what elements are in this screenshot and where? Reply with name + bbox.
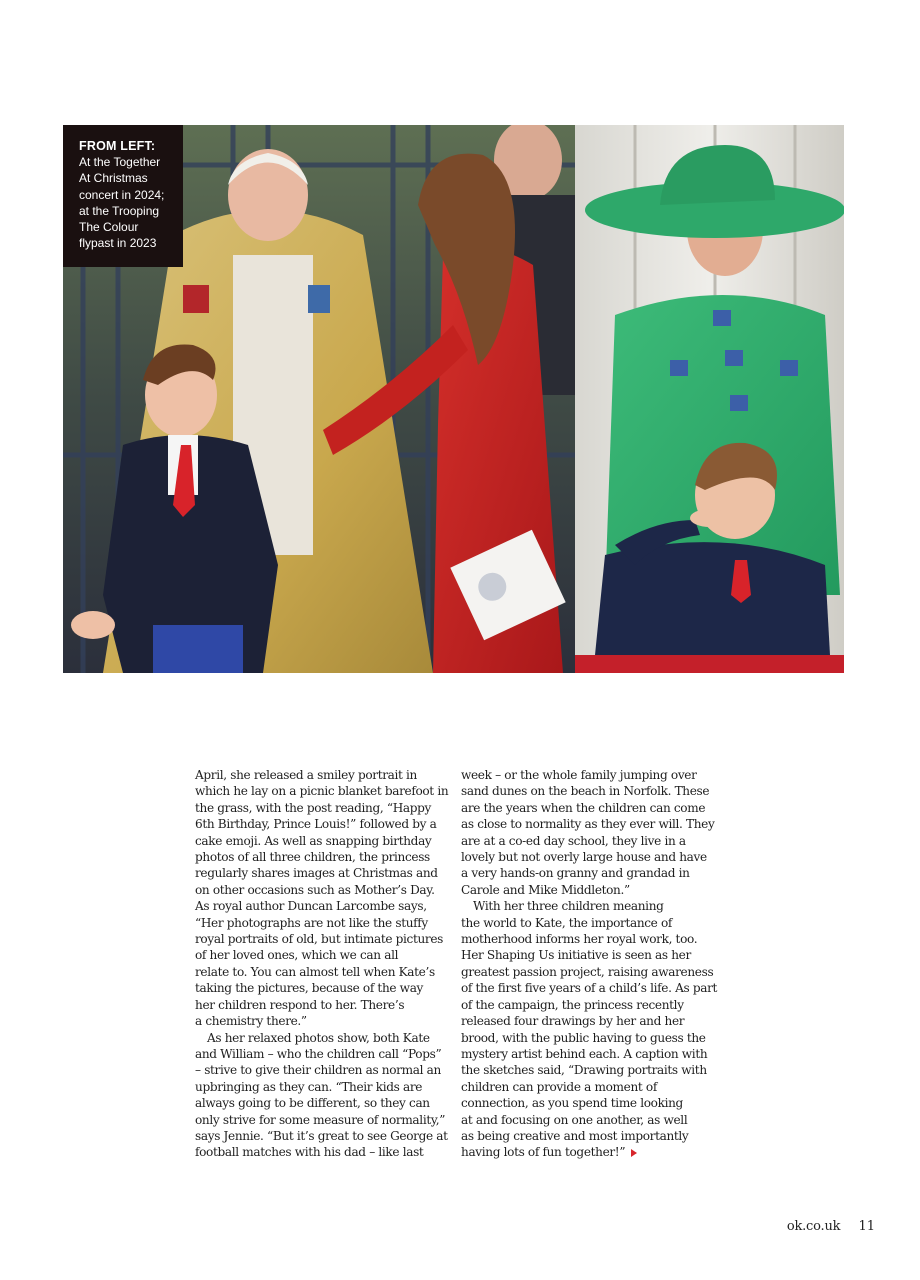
article-line: children can provide a moment of [461,1079,657,1094]
article-column-2 [461,767,718,1161]
page-number: 11 [858,1219,875,1234]
article-line: are at a co-ed day school, they live in a [461,833,686,848]
caption-text: At the Together At Christmas concert in 2024; at the Trooping The Colour flypast in 2023 [79,155,165,251]
article-line: As royal author Duncan Larcombe says, [195,899,427,914]
article-line: sand dunes on the beach in Norfolk. These [461,784,710,799]
photo-trooping-the-colour-image [575,125,844,673]
article-line: 6th Birthday, Prince Louis!” followed by a [195,817,437,832]
article-line: regularly shares images at Christmas and [195,866,438,881]
photo-trooping-the-colour [575,125,844,673]
article-line: upbringing as they can. “Their kids are [195,1079,423,1094]
article-line: lovely but not overly large house and have [461,850,707,865]
article-line: the sketches said, “Drawing portraits with [461,1063,707,1078]
article-line: Her Shaping Us initiative is seen as her [461,948,691,963]
article-line: as being creative and most importantly [461,1128,689,1143]
photo-caption [63,125,183,267]
article-line: royal portraits of old, but intimate pictures [195,932,444,947]
article-line: the world to Kate, the importance of [461,915,673,930]
article-line: brood, with the public having to guess the [461,1030,706,1045]
article-line: mystery artist behind each. A caption with [461,1046,708,1061]
article-line: the grass, with the post reading, “Happy [195,800,432,815]
article-line: says Jennie. “But it’s great to see George at [195,1128,448,1143]
article-line: of the first five years of a child’s life. As part [461,981,718,996]
article-column-1 [195,767,447,1161]
article-line: her children respond to her. There’s [195,997,405,1012]
article-line: With her three children meaning [473,899,664,914]
article-line: having lots of fun together!” [461,1144,713,1160]
page-footer [787,1219,875,1234]
article-line: April, she released a smiley portrait in [195,768,417,782]
article-line: of her loved ones, which we can all [195,948,399,963]
article-line: relate to. You can almost tell when Kate’s [195,964,435,979]
article-line: a chemistry there.” [195,1014,307,1029]
article-line: a very hands-on granny and grandad in [461,866,690,881]
caption-heading: FROM LEFT: [79,139,156,153]
article-line: week – or the whole family jumping over [461,768,697,782]
article-line: connection, as you spend time looking [461,1096,683,1111]
article-line: of the campaign, the princess recently [461,997,684,1012]
article-line: motherhood informs her royal work, too. [461,932,698,947]
article-line: – strive to give their children as normal an [195,1063,441,1078]
article-line: only strive for some measure of normality,” [195,1112,446,1127]
article-line: always going to be different, so they can [195,1096,430,1111]
end-of-article-icon [631,1149,637,1157]
article-line: As her relaxed photos show, both Kate [207,1030,430,1045]
article-line: cake emoji. As well as snapping birthday [195,833,432,848]
article-line: as close to normality as they ever will. They [461,817,715,832]
article-line: photos of all three children, the princess [195,850,430,865]
footer-url[interactable]: ok.co.uk [786,1219,841,1234]
article-line: on other occasions such as Mother’s Day. [195,882,435,897]
article-line: taking the pictures, because of the way [195,981,424,996]
article-line: greatest passion project, raising awareness [461,964,714,979]
article-line: football matches with his dad – like last [195,1145,424,1160]
article-line: “Her photographs are not like the stuffy [195,915,428,930]
article-line: and William – who the children call “Pops” [195,1046,442,1061]
article-line: at and focusing on one another, as well [461,1112,688,1127]
article-line: Carole and Mike Middleton.” [461,882,630,897]
article-line: which he lay on a picnic blanket barefoot in [195,784,449,799]
article-line: released four drawings by her and her [461,1014,685,1029]
article-line: are the years when the children can come [461,800,706,815]
